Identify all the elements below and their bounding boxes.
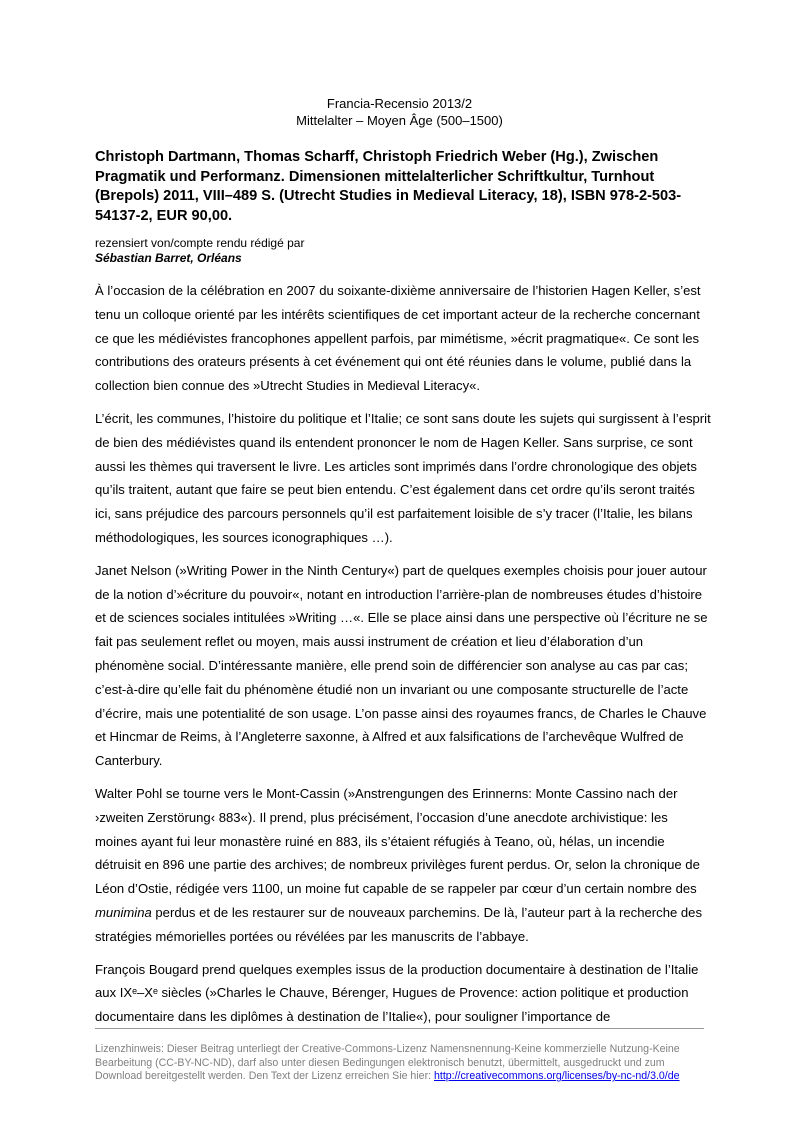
paragraph (95, 782, 711, 949)
paragraph-text: Walter Pohl se tourne vers le Mont-Cassin (»Anstrengungen des Erinnerns: Monte Cassino nach der ›zweiten Zerstörung‹ 883«). Il prend, plus précisément, l’occasion d’une anecdote archivistique: les moines ayant fui leur monastère ruiné en 883, ils s’étaient réfugiés à Teano, où, hélas, un incendie détruisit en 896 une partie des archives; de nombreux privilèges furent perdus. Or, selon la chronique de Léon d’Ostie, rédigée vers 1100, un moine fut capable de se rappeler par cœur d’un certain nombre des (95, 785, 700, 897)
footer-divider (95, 1028, 704, 1029)
review-title: Christoph Dartmann, Thomas Scharff, Christoph Friedrich Weber (Hg.), Zwischen Pragmatik und Performanz. Dimensionen mittelalterlicher Schriftkultur, Turnhout (Brepols) 2011, VIII–489 S. (Utrecht Studies in Medieval Literacy, 18), ISBN 978-2-503-54137-2, EUR 90,00. (95, 149, 682, 224)
journal-header (0, 95, 799, 129)
paragraph: À l’occasion de la célébration en 2007 du soixante-dixième anniversaire de l’historien Hagen Keller, s’est tenu un colloque orienté par les intérêts scientifiques de cet important acteur de la recherche concernant ce que les médiévistes francophones appellent parfois, par mimétisme, »écrit pragmatique«. Ce sont les contributions des orateurs présents à cet événement qui ont été réunies dans le volume, publié dans la collection bien connue des »Utrecht Studies in Medieval Literacy«. (95, 283, 701, 394)
reviewer-name: Sébastian Barret, Orléans (95, 251, 242, 265)
journal-section: Mittelalter – Moyen Âge (500–1500) (296, 113, 503, 128)
license-text: Lizenzhinweis: Dieser Beitrag unterliegt der Creative-Commons-Lizenz Namensnennung-Keine kommerzielle Nutzung-Keine Bearbeitung (CC-BY-NC-ND), darf also unter diesen Bedingungen elektronisch benutzt, übermittelt, ausgedruckt und zum Download bereitgestellt werden. Den Text der Lizenz erreichen Sie hier: (95, 1043, 680, 1083)
paragraph: Janet Nelson (»Writing Power in the Ninth Century«) part de quelques exemples choisis pour jouer autour de la notion d’»écriture du pouvoir«, notant en introduction l’arrière-plan de nombreuses études d’histoire et de sciences sociales intitulées »Writing …«. Elle se place ainsi dans une perspective où l’écriture ne se fait pas seulement reflet ou moyen, mais aussi instrument de création et lieu d’élaboration d’un phénomène social. D’intéressante manière, elle prend soin de différencier son analyse au cas par cas; c’est-à-dire qu’elle fait du phénomène étudié non un invariant ou une composante structurelle de l’acte d’écrire, mais une potentialité de son usage. L’on passe ainsi des royaumes francs, de Charles le Chauve et Hincmar de Reims, à l’Angleterre saxonne, à Alfred et aux falsifications de l’archevêque Wulfred de Canterbury. (95, 562, 708, 769)
license-footer (95, 1043, 707, 1084)
reviewer-block (95, 236, 715, 266)
paragraph-text: perdus et de les restaurer sur de nouveaux parchemins. De là, l’auteur part à la recherche des stratégies mémorielles portées ou révélées par les manuscrits de l’abbaye. (95, 904, 703, 944)
paragraph: L’écrit, les communes, l’histoire du politique et l’Italie; ce sont sans doute les sujets qui surgissent à l’esprit de bien des médiévistes quand ils entendent prononcer le nom de Hagen Keller. Sans surprise, ce sont aussi les thèmes qui traversent le livre. Les articles sont imprimés dans l’ordre chronologique des objets qu’ils traitent, autant que faire se peut bien entendu. C’est également dans cet ordre qu’ils seront traités ici, sans préjudice des parcours personnels qu’il est parfaitement loisible de s’y tracer (l’Italie, les bilans méthodologiques, les sources iconographiques …). (95, 410, 711, 545)
reviewer-label: rezensiert von/compte rendu rédigé par (95, 236, 305, 250)
journal-name: Francia-Recensio 2013/2 (326, 96, 473, 111)
paragraph: François Bougard prend quelques exemples issus de la production documentaire à destination de l’Italie aux IXᵉ–Xᵉ siècles (»Charles le Chauve, Bérenger, Hugues de Provence: action politique et production documentaire dans les diplômes à destination de l’Italie«), pour souligner l’importance de (95, 961, 699, 1025)
italic-term: munimina (95, 904, 152, 920)
review-body (95, 279, 711, 1038)
license-link[interactable]: http://creativecommons.org/licenses/by-nc-nd/3.0/de (434, 1070, 680, 1083)
